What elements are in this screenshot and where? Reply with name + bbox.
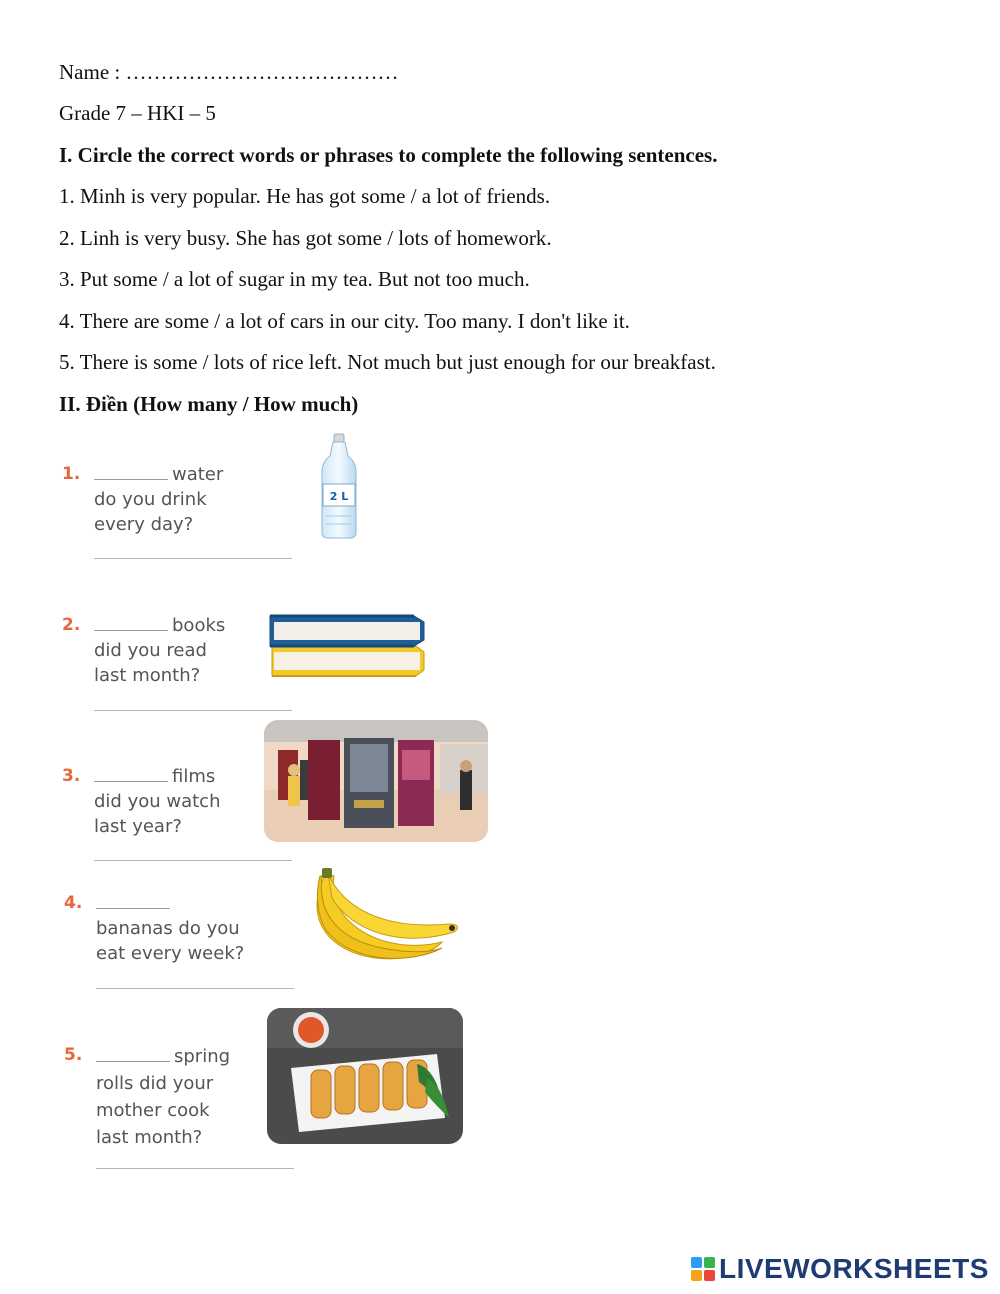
bottle-label: 2 L [329, 490, 349, 503]
spring-rolls-picture [267, 1008, 463, 1144]
question-item-2 [62, 613, 302, 713]
question-text: do you drink every day? [94, 489, 207, 535]
sentence-3: 3. Put some / a lot of sugar in my tea. But not too much. [59, 267, 530, 291]
section1-title: I. Circle the correct words or phrases to complete the following sentences. [59, 143, 718, 167]
question-number: 1. [62, 464, 81, 484]
answer-blank[interactable] [94, 765, 168, 782]
liveworksheets-logo [691, 1254, 989, 1284]
answer-line[interactable] [96, 1167, 294, 1169]
answer-blank[interactable] [96, 1045, 170, 1062]
section2-title: II. Điền (How many / How much) [59, 392, 359, 416]
question-item-1 [62, 462, 302, 562]
sentence-1: 1. Minh is very popular. He has got some / a lot of friends. [59, 184, 551, 208]
answer-blank[interactable] [94, 463, 168, 480]
answer-line[interactable] [96, 987, 294, 989]
answer-blank[interactable] [96, 892, 170, 909]
question-item-4 [64, 891, 304, 991]
name-line: Name : ………………………………… [59, 60, 399, 84]
question-text: did you read last month? [94, 640, 207, 686]
grade-line: Grade 7 – HKI – 5 [59, 101, 216, 125]
question-word: water [172, 464, 224, 485]
question-word: spring [174, 1046, 231, 1067]
sentence-2: 2. Linh is very busy. She has got some / lots of homework. [59, 226, 552, 250]
question-text: rolls did your mother cook last month? [96, 1073, 214, 1148]
question-text: did you watch last year? [94, 791, 221, 837]
question-word: films [172, 766, 216, 787]
answer-blank[interactable] [94, 614, 168, 631]
sentence-4: 4. There are some / a lot of cars in our city. Too many. I don't like it. [59, 309, 630, 333]
question-number: 5. [64, 1045, 83, 1065]
question-text: bananas do you eat every week? [96, 918, 245, 964]
logo-mark-icon [691, 1257, 715, 1281]
sentence-5: 5. There is some / lots of rice left. Not much but just enough for our breakfast. [59, 350, 716, 374]
water-bottle-picture [318, 432, 360, 540]
question-number: 4. [64, 893, 83, 913]
logo-text: LIVEWORKSHEETS [719, 1253, 989, 1284]
question-number: 2. [62, 615, 81, 635]
books-picture [268, 612, 428, 678]
cinema-picture [264, 720, 488, 842]
question-word: books [172, 615, 226, 636]
answer-line[interactable] [94, 859, 292, 861]
answer-line[interactable] [94, 557, 292, 559]
answer-line[interactable] [94, 709, 292, 711]
bananas-picture [292, 868, 462, 966]
question-number: 3. [62, 766, 81, 786]
